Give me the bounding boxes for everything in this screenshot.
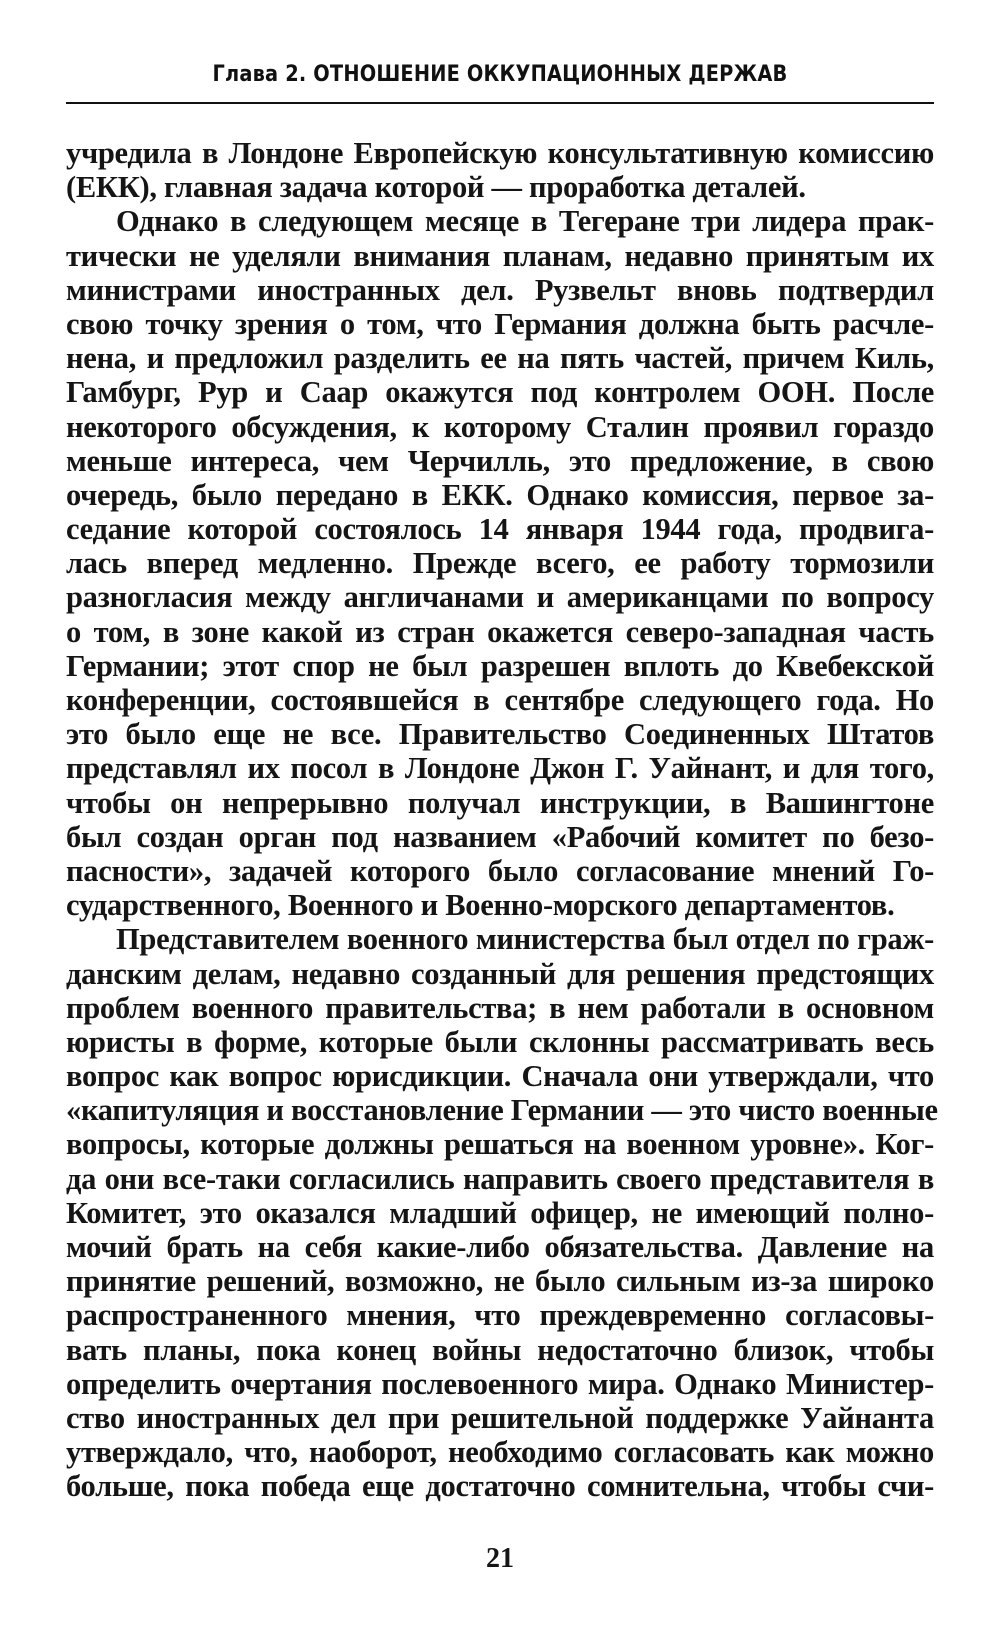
text-line: сударственного, Военного и Военно-морского департаментов. [66, 888, 895, 923]
text-line: мочий брать на себя какие-либо обязательства. Давление на [66, 1230, 934, 1264]
text-line: конференции, состоявшейся в сентябре следующего года. Но [66, 683, 934, 717]
text-line: разногласия между англичанами и американцами по вопросу [66, 580, 934, 615]
text-line: нена, и предложил разделить ее на пять частей, причем Киль, [66, 341, 934, 376]
text-line: пасности», задачей которого было согласование мнений Го- [66, 853, 934, 888]
text-line: (ЕКК), главная задача которой — проработка деталей. [66, 170, 806, 205]
text-line: очередь, было передано в ЕКК. Однако комиссия, первое за- [66, 477, 934, 512]
text-line: представлял их посол в Лондоне Джон Г. Уайнант, и для того, [66, 751, 934, 786]
text-line: ство иностранных дел при решительной поддержке Уайнанта [66, 1400, 934, 1435]
text-line: распространенного мнения, что преждевременно согласовы- [66, 1298, 934, 1333]
text-line: учредила в Лондоне Европейскую консультативную комиссию [66, 136, 934, 170]
text-line: определить очертания послевоенного мира. Однако Министер- [66, 1366, 934, 1401]
text-line: Германии; этот спор не был разрешен вплоть до Квебекской [66, 648, 934, 683]
running-head: Глава 2. ОТНОШЕНИЕ ОККУПАЦИОННЫХ ДЕРЖАВ [212, 62, 788, 87]
body-text [66, 136, 938, 1504]
paragraph-2 [66, 204, 934, 922]
text-line: некоторого обсуждения, к которому Сталин проявил гораздо [66, 409, 934, 444]
text-line: «капитуляция и восстановление Германии — это чисто военные [66, 1093, 938, 1128]
text-line: больше, пока победа еще достаточно сомнительна, чтобы счи- [66, 1469, 934, 1504]
text-line: седание которой состоялось 14 января 1944 года, продвига- [66, 512, 934, 547]
text-line: о том, в зоне какой из стран окажется северо-западная часть [66, 614, 934, 649]
text-line: принятие решений, возможно, не было сильным из-за широко [66, 1264, 934, 1299]
text-line: проблем военного правительства; в нем работали в основном [66, 990, 934, 1025]
text-line: был создан орган под названием «Рабочий комитет по безо- [66, 819, 934, 854]
text-line: вопросы, которые должны решаться на военном уровне». Ког- [66, 1127, 934, 1162]
text-line: Однако в следующем месяце в Тегеране три лидера прак- [116, 204, 934, 239]
text-line: Комитет, это оказался младший офицер, не имеющий полно- [66, 1195, 934, 1230]
text-line: вать планы, пока конец войны недостаточно близок, чтобы [66, 1332, 934, 1367]
text-line: меньше интереса, чем Черчилль, это предложение, в свою [66, 443, 934, 478]
paragraph-1 [66, 136, 934, 204]
text-line: да они все-таки согласились направить своего представителя в [66, 1161, 934, 1196]
text-line: свою точку зрения о том, что Германия должна быть расчле- [66, 306, 934, 341]
text-line: утверждало, что, наоборот, необходимо согласовать как можно [66, 1435, 934, 1470]
text-line: юристы в форме, которые были склонны рассматривать весь [66, 1024, 934, 1059]
text-line: министрами иностранных дел. Рузвельт вновь подтвердил [66, 272, 934, 307]
text-line: Представителем военного министерства был отдел по граж- [116, 922, 934, 957]
header-rule [66, 102, 934, 104]
page-number: 21 [486, 1543, 514, 1574]
paragraph-3 [66, 922, 938, 1504]
text-line: лась вперед медленно. Прежде всего, ее работу тормозили [66, 546, 934, 581]
text-line: вопрос как вопрос юрисдикции. Сначала они утверждали, что [66, 1059, 934, 1094]
text-line: данским делам, недавно созданный для решения предстоящих [66, 956, 934, 991]
text-line: это было еще не все. Правительство Соединенных Штатов [66, 717, 934, 752]
text-line: Гамбург, Рур и Саар окажутся под контролем ООН. После [66, 375, 934, 410]
text-line: тически не уделяли внимания планам, недавно принятым их [66, 238, 934, 273]
text-line: чтобы он непрерывно получал инструкции, в Вашингтоне [66, 785, 934, 820]
